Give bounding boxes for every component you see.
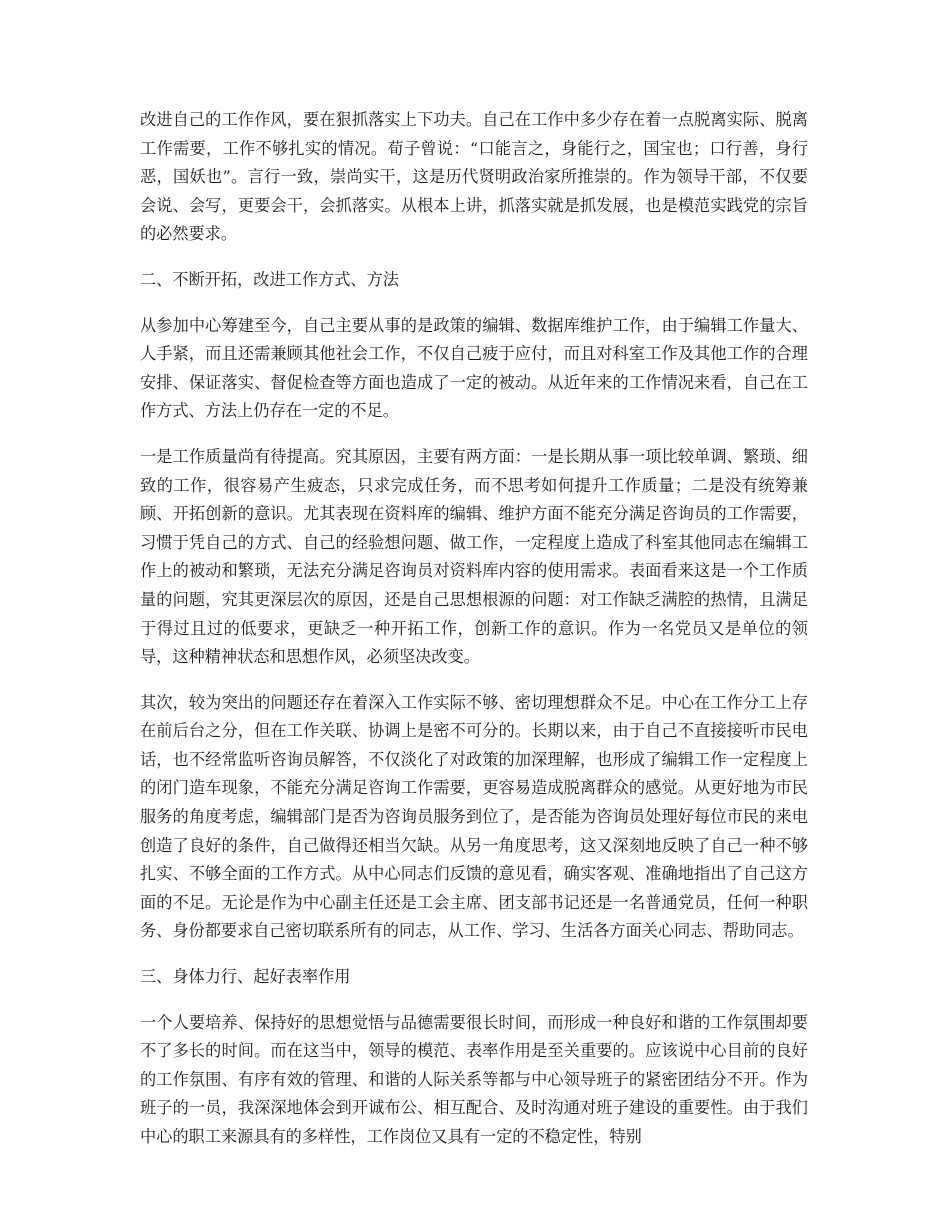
body-paragraph: 一是工作质量尚有待提高。究其原因，主要有两方面：一是长期从事一项比较单调、繁琐、细致的工作，很容易产生疲态，只求完成任务，而不思考如何提升工作质量；二是没有统筹兼顾、开拓创新的意识。尤其表现在资料库的编辑、维护方面不能充分满足咨询员的工作需要，习惯于凭自己的方式、自己的经验想问题、做工作，一定程度上造成了科室其他同志在编辑工作上的被动和繁琐，无法充分满足咨询员对资料库内容的使用需求。表面看来这是一个工作质量的问题，究其更深层次的原因，还是自己思想根源的问题：对工作缺乏满腔的热情，且满足于得过且过的低要求，更缺乏一种开拓工作，创新工作的意识。作为一名党员又是单位的领导，这种精神状态和思想作风，必须坚决改变。: [140, 446, 808, 667]
section-heading: 二、不断开拓，改进工作方式、方法: [140, 269, 399, 289]
body-paragraph: 一个人要培养、保持好的思想觉悟与品德需要很长时间，而形成一种良好和谐的工作氛围却要不了多长的时间。而在这当中，领导的模范、表率作用是至关重要的。应该说中心目前的良好的工作氛围、有序有效的管理、和谐的人际关系等都与中心领导班子的紧密团结分不开。作为班子的一员，我深深地体会到开诚布公、相互配合、及时沟通对班子建设的重要性。由于我们中心的职工来源具有的多样性，工作岗位又具有一定的不稳定性，特别: [140, 1012, 808, 1146]
body-paragraph: 改进自己的工作作风，要在狠抓落实上下功夫。自己在工作中多少存在着一点脱离实际、脱离工作需要，工作不够扎实的情况。荀子曾说：“口能言之，身能行之，国宝也；口行善，身行恶，国妖也”。言行一致，崇尚实干，这是历代贤明政治家所推崇的。作为领导干部，不仅要会说、会写，更要会干，会抓落实。从根本上讲，抓落实就是抓发展，也是模范实践党的宗旨的必然要求。: [140, 110, 808, 244]
body-paragraph: 从参加中心筹建至今，自己主要从事的是政策的编辑、数据库维护工作，由于编辑工作量大、人手紧，而且还需兼顾其他社会工作，不仅自己疲于应付，而且对科室工作及其他工作的合理安排、保证落实、督促检查等方面也造成了一定的被动。从近年来的工作情况来看，自己在工作方式、方法上仍存在一定的不足。: [140, 315, 808, 421]
document-page: [140, 106, 808, 1169]
body-paragraph: 其次，较为突出的问题还存在着深入工作实际不够、密切理想群众不足。中心在工作分工上存在前后台之分，但在工作关联、协调上是密不可分的。长期以来，由于自己不直接接听市民电话，也不经常监听咨询员解答，不仅淡化了对政策的加深理解，也形成了编辑工作一定程度上的闭门造车现象，不能充分满足咨询工作需要，更容易造成脱离群众的感觉。从更好地为市民服务的角度考虑，编辑部门是否为咨询员服务到位了，是否能为咨询员处理好每位市民的来电创造了良好的条件，自己做得还相当欠缺。从另一角度思考，这又深刻地反映了自己一种不够扎实、不够全面的工作方式。从中心同志们反馈的意见看，确实客观、准确地指出了自己这方面的不足。无论是作为中心副主任还是工会主席、团支部书记还是一名普通党员，任何一种职务、身份都要求自己密切联系所有的同志，从工作、学习、生活各方面关心同志、帮助同志。: [140, 692, 808, 941]
section-heading: 三、身体力行、起好表率作用: [140, 967, 351, 987]
